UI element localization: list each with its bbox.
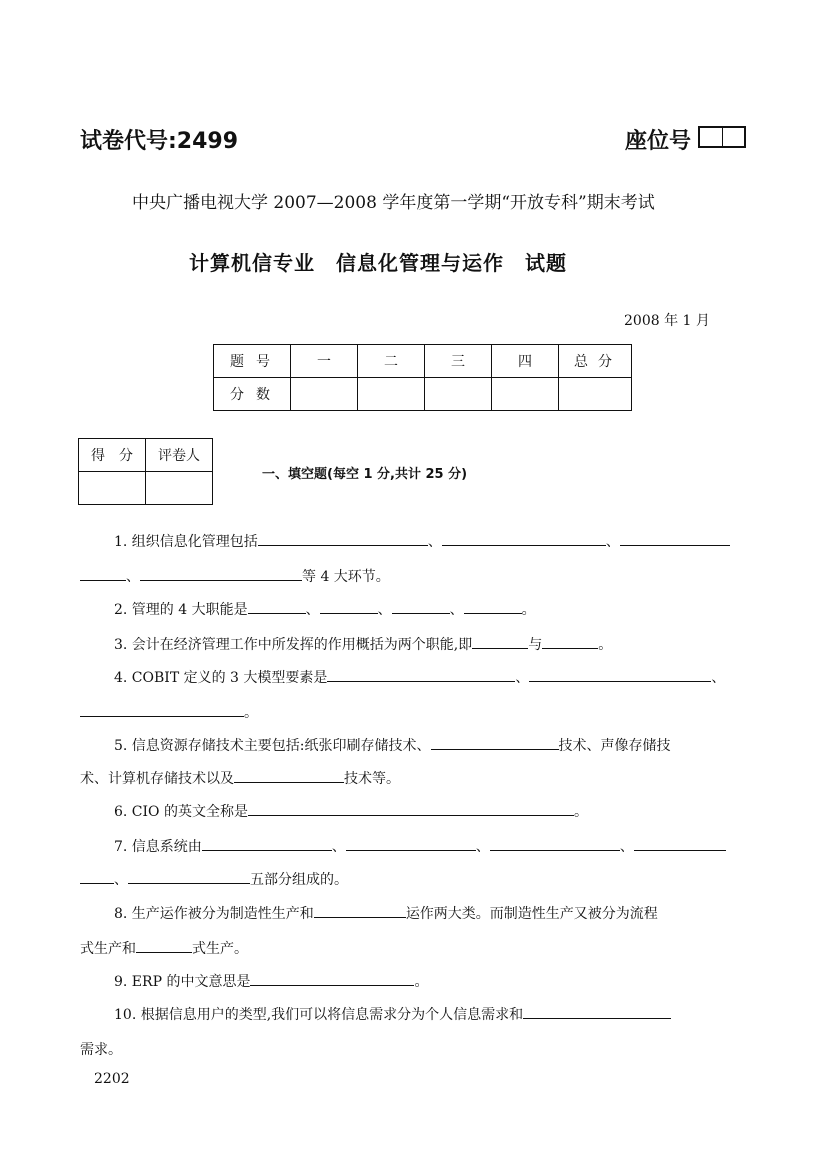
question-text: 1. 组织信息化管理包括 [114, 534, 258, 550]
question-4-line-1: 4. COBIT 定义的 3 大模型要素是 、 、 [114, 667, 725, 688]
question-7-line-1: 7. 信息系统由 、 、 、 [114, 836, 726, 857]
question-5-line-2: 术、计算机存储技术以及 技术等。 [80, 768, 400, 789]
answer-blank[interactable] [472, 634, 528, 649]
exam-date: 2008 年 1 月 [624, 313, 710, 329]
question-text: 4. COBIT 定义的 3 大模型要素是 [114, 670, 328, 686]
answer-blank[interactable] [464, 599, 522, 614]
exam-title: 计算机信专业 信息化管理与运作 试题 [189, 251, 567, 275]
question-8-line-1: 8. 生产运作被分为制造性生产和 运作两大类。而制造性生产又被分为流程 [114, 903, 658, 924]
score-table-header: 四 [492, 345, 559, 378]
question-3: 3. 会计在经济管理工作中所发挥的作用概括为两个职能,即 与 。 [114, 634, 612, 655]
question-text: 6. CIO 的英文全称是 [114, 804, 248, 820]
grader-table [78, 438, 213, 505]
question-text: 9. ERP 的中文意思是 [114, 974, 251, 990]
score-cell[interactable] [358, 378, 425, 411]
answer-blank[interactable] [250, 971, 414, 986]
answer-blank[interactable] [248, 801, 574, 816]
score-table-header: 二 [358, 345, 425, 378]
score-cell[interactable] [492, 378, 559, 411]
question-text: 8. 生产运作被分为制造性生产和 [114, 906, 314, 922]
question-6: 6. CIO 的英文全称是 。 [114, 801, 588, 822]
answer-blank[interactable] [320, 599, 378, 614]
answer-blank[interactable] [431, 735, 559, 750]
question-8-line-2: 式生产和 式生产。 [80, 938, 248, 959]
answer-blank[interactable] [327, 667, 515, 682]
answer-blank[interactable] [248, 599, 306, 614]
answer-blank[interactable] [392, 599, 450, 614]
answer-blank[interactable] [202, 836, 332, 851]
score-input-cell[interactable] [79, 472, 146, 505]
question-10-line-2: 需求。 [80, 1042, 122, 1058]
score-table-row-label: 分数 [214, 378, 291, 411]
answer-blank[interactable] [634, 836, 726, 851]
score-table [213, 344, 632, 411]
score-table-header: 一 [291, 345, 358, 378]
exam-code: 试卷代号:2499 [80, 129, 239, 154]
seat-number-box[interactable] [698, 126, 746, 148]
question-1-line-1: 1. 组织信息化管理包括 、 、 [114, 531, 730, 552]
score-cell[interactable] [425, 378, 492, 411]
question-text: 3. 会计在经济管理工作中所发挥的作用概括为两个职能,即 [114, 637, 473, 653]
answer-blank[interactable] [136, 938, 192, 953]
question-text: 5. 信息资源存储技术主要包括:纸张印刷存储技术、 [114, 738, 431, 754]
score-table-header: 题号 [214, 345, 291, 378]
answer-blank[interactable] [346, 836, 476, 851]
grader-input-cell[interactable] [146, 472, 213, 505]
answer-blank[interactable] [529, 667, 711, 682]
question-5-line-1: 5. 信息资源存储技术主要包括:纸张印刷存储技术、 技术、声像存储技 [114, 735, 671, 756]
answer-blank[interactable] [80, 869, 114, 884]
answer-blank[interactable] [258, 531, 428, 546]
answer-blank[interactable] [128, 869, 250, 884]
answer-blank[interactable] [140, 566, 302, 581]
answer-blank[interactable] [620, 531, 730, 546]
grader-label: 评卷人 [146, 439, 213, 472]
page-code: 2202 [94, 1071, 130, 1087]
answer-blank[interactable] [523, 1004, 671, 1019]
question-9: 9. ERP 的中文意思是 。 [114, 971, 428, 992]
question-7-line-2: 、 五部分组成的。 [80, 869, 348, 890]
answer-blank[interactable] [542, 634, 598, 649]
question-text: 2. 管理的 4 大职能是 [114, 602, 248, 618]
answer-blank[interactable] [234, 768, 344, 783]
question-1-line-2: 、 等 4 大环节。 [80, 566, 390, 587]
answer-blank[interactable] [442, 531, 606, 546]
score-table-header: 三 [425, 345, 492, 378]
question-text: 10. 根据信息用户的类型,我们可以将信息需求分为个人信息需求和 [114, 1007, 524, 1023]
score-table-header: 总分 [559, 345, 632, 378]
section-1-title: 一、填空题(每空 1 分,共计 25 分) [262, 467, 468, 482]
answer-blank[interactable] [80, 702, 244, 717]
question-10-line-1 [114, 1004, 671, 1025]
score-label: 得 分 [79, 439, 146, 472]
answer-blank[interactable] [80, 566, 126, 581]
score-cell[interactable] [559, 378, 632, 411]
question-text: 7. 信息系统由 [114, 839, 202, 855]
answer-blank[interactable] [490, 836, 620, 851]
question-2: 2. 管理的 4 大职能是 、 、 、 。 [114, 599, 536, 620]
score-cell[interactable] [291, 378, 358, 411]
answer-blank[interactable] [314, 903, 406, 918]
seat-number-label: 座位号 [625, 129, 692, 154]
question-4-line-2: 。 [80, 702, 258, 723]
exam-subtitle: 中央广播电视大学 2007—2008 学年度第一学期“开放专科”期末考试 [132, 193, 655, 213]
